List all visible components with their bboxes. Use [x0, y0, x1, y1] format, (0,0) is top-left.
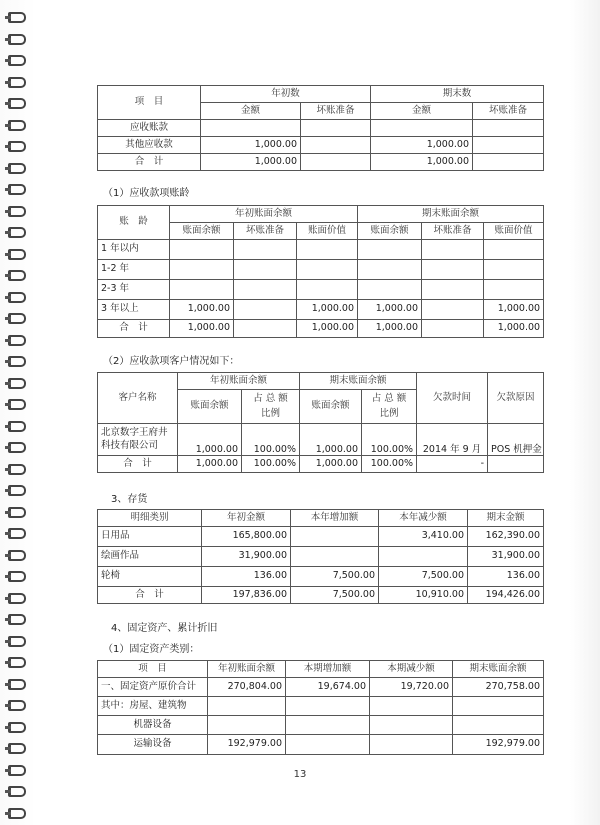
header-debt-time: 欠款时间: [417, 373, 488, 424]
binding-ring: [8, 206, 26, 217]
binding-ring: [8, 528, 26, 539]
binding-ring: [8, 227, 26, 238]
header-customer-name: 客户名称: [98, 373, 178, 424]
header-allowance: 坏账准备: [473, 103, 544, 120]
binding-ring: [8, 249, 26, 260]
section-heading-aging: （1）应收款项账龄: [103, 188, 190, 199]
section-heading-customers: （2）应收款项客户情况如下：: [103, 356, 240, 367]
table-row: 日用品 165,800.00 3,410.00 162,390.00: [98, 527, 544, 547]
header-amount: 金额: [371, 103, 473, 120]
table-row: 合 计 1,000.00 1,000.00 1,000.00 1,000.00: [98, 320, 544, 338]
table-row: 其他应收款 1,000.00 1,000.00: [98, 137, 544, 154]
header-allowance: 坏账准备: [301, 103, 371, 120]
binding-ring: [8, 743, 26, 754]
table-row: 北京数字王府井 科技有限公司 1,000.00 100.00% 1,000.00 100.00% 2014 年 9 月 POS 机押金: [98, 424, 544, 456]
binding-ring: [8, 399, 26, 410]
binding-ring: [8, 98, 26, 109]
section-heading-inventory: 3、存货: [111, 494, 148, 505]
header-amount: 金额: [201, 103, 301, 120]
header-debt-reason: 欠款原因: [488, 373, 544, 424]
binding-ring: [8, 700, 26, 711]
binding-ring: [8, 378, 26, 389]
section-heading-fixed-asset-categories: （1）固定资产类别：: [103, 644, 200, 655]
table-row: 一、固定资产原价合计 270,804.00 19,674.00 19,720.00 270,758.00: [98, 678, 544, 697]
spiral-binding: [2, 4, 32, 822]
receivables-summary-table: [97, 85, 544, 171]
binding-ring: [8, 421, 26, 432]
binding-ring: [8, 184, 26, 195]
table-row: 机器设备: [98, 716, 544, 735]
table-row: 合 计 1,000.00 100.00% 1,000.00 100.00% -: [98, 456, 544, 473]
binding-ring: [8, 12, 26, 23]
header-beginning-balance: 年初账面余额: [170, 206, 358, 223]
binding-ring: [8, 55, 26, 66]
binding-ring: [8, 679, 26, 690]
binding-ring: [8, 442, 26, 453]
binding-ring: [8, 292, 26, 303]
receivables-aging-table: 账 龄 年初账面余额 期末账面余额 账面余额 坏账准备 账面价值 账面余额 坏账准备 账面价值 1 年以内 1-2 年 2-3 年 3 年以上 1,000.00 1,000.00 1,000.00 1,000.00 合 计 1,000.00 1,000.00 1,000.00 1,000.00: [97, 205, 544, 338]
table-row: 绘画作品 31,900.00 31,900.00: [98, 547, 544, 567]
table-row: 轮椅 136.00 7,500.00 7,500.00 136.00: [98, 567, 544, 587]
binding-ring: [8, 657, 26, 668]
binding-ring: [8, 550, 26, 561]
header-beginning: 年初数: [201, 86, 371, 103]
header-item: 项 目: [98, 86, 201, 120]
binding-ring: [8, 270, 26, 281]
table-row: 应收账款: [98, 120, 544, 137]
binding-ring: [8, 141, 26, 152]
header-aging: 账 龄: [98, 206, 170, 240]
binding-ring: [8, 335, 26, 346]
binding-ring: [8, 77, 26, 88]
binding-ring: [8, 614, 26, 625]
table-row: 运输设备 192,979.00 192,979.00: [98, 735, 544, 755]
table-row: 3 年以上 1,000.00 1,000.00 1,000.00 1,000.00: [98, 300, 544, 320]
binding-ring: [8, 593, 26, 604]
table-row: 2-3 年: [98, 280, 544, 300]
header-ending-balance: 期末账面余额: [358, 206, 544, 223]
binding-ring: [8, 34, 26, 45]
binding-ring: [8, 786, 26, 797]
binding-ring: [8, 485, 26, 496]
receivables-customer-table: 客户名称 年初账面余额 期末账面余额 欠款时间 欠款原因 账面余额 占 总 额 比例 账面余额 占 总 额 比例 北京数字王府井 科技有限公司 1,000.00 100.00% 1,000.00 100.00% 2014 年 9 月 POS 机押金 合 计 1,000.00 100.00% 1,000.00 100.00% -: [97, 372, 544, 473]
fixed-assets-table: 项 目 年初账面余额 本期增加额 本期减少额 期末账面余额 一、固定资产原价合计 270,804.00 19,674.00 19,720.00 270,758.00 其中：房屋、建筑物 机器设备 运输设备 192,979.00 192,979.00: [97, 660, 544, 755]
binding-ring: [8, 163, 26, 174]
binding-ring: [8, 313, 26, 324]
page-number: 13: [293, 769, 307, 780]
table-row: 其中：房屋、建筑物: [98, 697, 544, 716]
binding-ring: [8, 464, 26, 475]
header-ending: 期末数: [371, 86, 544, 103]
inventory-table: 明细类别 年初金额 本年增加额 本年减少额 期末金额 日用品 165,800.00 3,410.00 162,390.00 绘画作品 31,900.00 31,900.00 轮椅 136.00 7,500.00 7,500.00 136.00 合 计 197,836.00 7,500.00 10,910.00 194,426.00: [97, 509, 544, 604]
table-row: 合 计 197,836.00 7,500.00 10,910.00 194,426.00: [98, 587, 544, 604]
binding-ring: [8, 808, 26, 819]
table-row: 合 计 1,000.00 1,000.00: [98, 154, 544, 171]
binding-ring: [8, 636, 26, 647]
table-row: 1-2 年: [98, 260, 544, 280]
section-heading-fixed-assets: 4、固定资产、累计折旧: [111, 623, 218, 634]
binding-ring: [8, 356, 26, 367]
binding-ring: [8, 120, 26, 131]
binding-ring: [8, 571, 26, 582]
binding-ring: [8, 507, 26, 518]
binding-ring: [8, 722, 26, 733]
table-row: 1 年以内: [98, 240, 544, 260]
